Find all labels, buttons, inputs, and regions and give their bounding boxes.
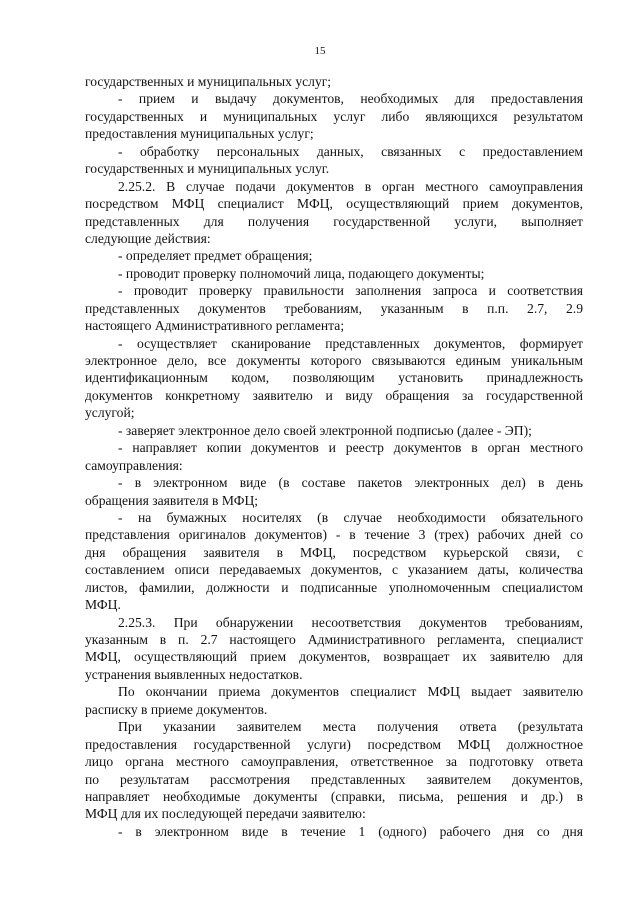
text-line: следующие действия: [85, 230, 211, 246]
text-line: устранения выявленных недостатков. [85, 666, 303, 682]
text-line: представленных документов требованиям, указанным в п.п. 2.7, 2.9 [85, 300, 583, 316]
text-line: - проводит проверку полномочий лица, подающего документы; [118, 265, 485, 281]
text-line: МФЦ, осуществляющий прием документов, возвращает их заявителю для [85, 649, 583, 665]
text-line: государственных и муниципальных услуг либо являющихся результатом [85, 108, 583, 124]
text-line: идентификационным кодом, позволяющим установить принадлежность [85, 370, 583, 386]
text-line: посредством МФЦ специалист МФЦ, осуществляющий прием документов, [85, 196, 583, 212]
text-line: 2.25.3. При обнаружении несоответствия документов требованиям, [118, 614, 583, 630]
text-line: самоуправления: [85, 457, 183, 473]
text-line: услугой; [85, 405, 135, 421]
text-line: - проводит проверку правильности заполнения запроса и соответствия [118, 283, 583, 299]
text-line: государственных и муниципальных услуг; [85, 74, 332, 89]
text-line: - направляет копии документов и реестр документов в орган местного [118, 440, 583, 456]
text-line: электронное дело, все документы которого связываются единым уникальным [85, 353, 583, 368]
text-line: составлением описи передаваемых документов, с указанием даты, количества [85, 562, 583, 578]
text-line: - на бумажных носителях (в случае необходимости обязательного [118, 509, 583, 525]
text-line: - в электронном виде в течение 1 (одного) рабочего дня со дня [118, 823, 583, 839]
text-line: указанным в п. 2.7 настоящего Административного регламента, специалист [85, 632, 583, 647]
text-line: - обработку персональных данных, связанных с предоставлением [118, 143, 583, 159]
text-line: настоящего Административного регламента; [85, 318, 345, 334]
text-line: представленных для получения государственной услуги, выполняет [85, 213, 583, 229]
text-line: обращения заявителя в МФЦ; [85, 492, 259, 508]
document-body [85, 73, 583, 840]
text-line: дня обращения заявителя в МФЦ, посредством курьерской связи, с [85, 544, 583, 560]
text-line: предоставления муниципальных услуг; [85, 126, 314, 142]
text-line: расписку в приеме документов. [85, 701, 268, 717]
text-line: МФЦ для их последующей передачи заявителю: [85, 806, 366, 822]
text-line: государственных и муниципальных услуг. [85, 161, 330, 177]
text-line: по результатам рассмотрения представленных заявителем документов, [85, 771, 583, 787]
text-line: 2.25.2. В случае подачи документов в орган местного самоуправления [118, 178, 583, 194]
text-line: - прием и выдачу документов, необходимых для предоставления [118, 91, 583, 107]
text-line: - в электронном виде (в составе пакетов электронных дел) в день [118, 475, 583, 491]
text-line: направляет необходимые документы (справки, письма, решения и др.) в [85, 788, 583, 804]
text-line: По окончании приема документов специалист МФЦ выдает заявителю [118, 684, 583, 700]
text-line: - заверяет электронное дело своей электронной подписью (далее - ЭП); [118, 422, 532, 438]
text-line: документов конкретному заявителю и виду обращения за государственной [85, 387, 583, 403]
page-number: 15 [314, 45, 326, 57]
text-line: МФЦ. [85, 597, 121, 613]
text-line: представления оригиналов документов) - в течение 3 (трех) рабочих дней со [85, 527, 583, 543]
text-line: - осуществляет сканирование представленных документов, формирует [118, 335, 583, 351]
text-line: При указании заявителем места получения ответа (результата [118, 719, 583, 735]
text-line: листов, фамилии, должности и подписанные уполномоченным специалистом [85, 579, 583, 595]
text-line: - определяет предмет обращения; [118, 248, 313, 264]
text-line: лицо органа местного самоуправления, ответственное за подготовку ответа [85, 754, 583, 770]
text-line: предоставления государственной услуги) посредством МФЦ должностное [85, 736, 583, 752]
